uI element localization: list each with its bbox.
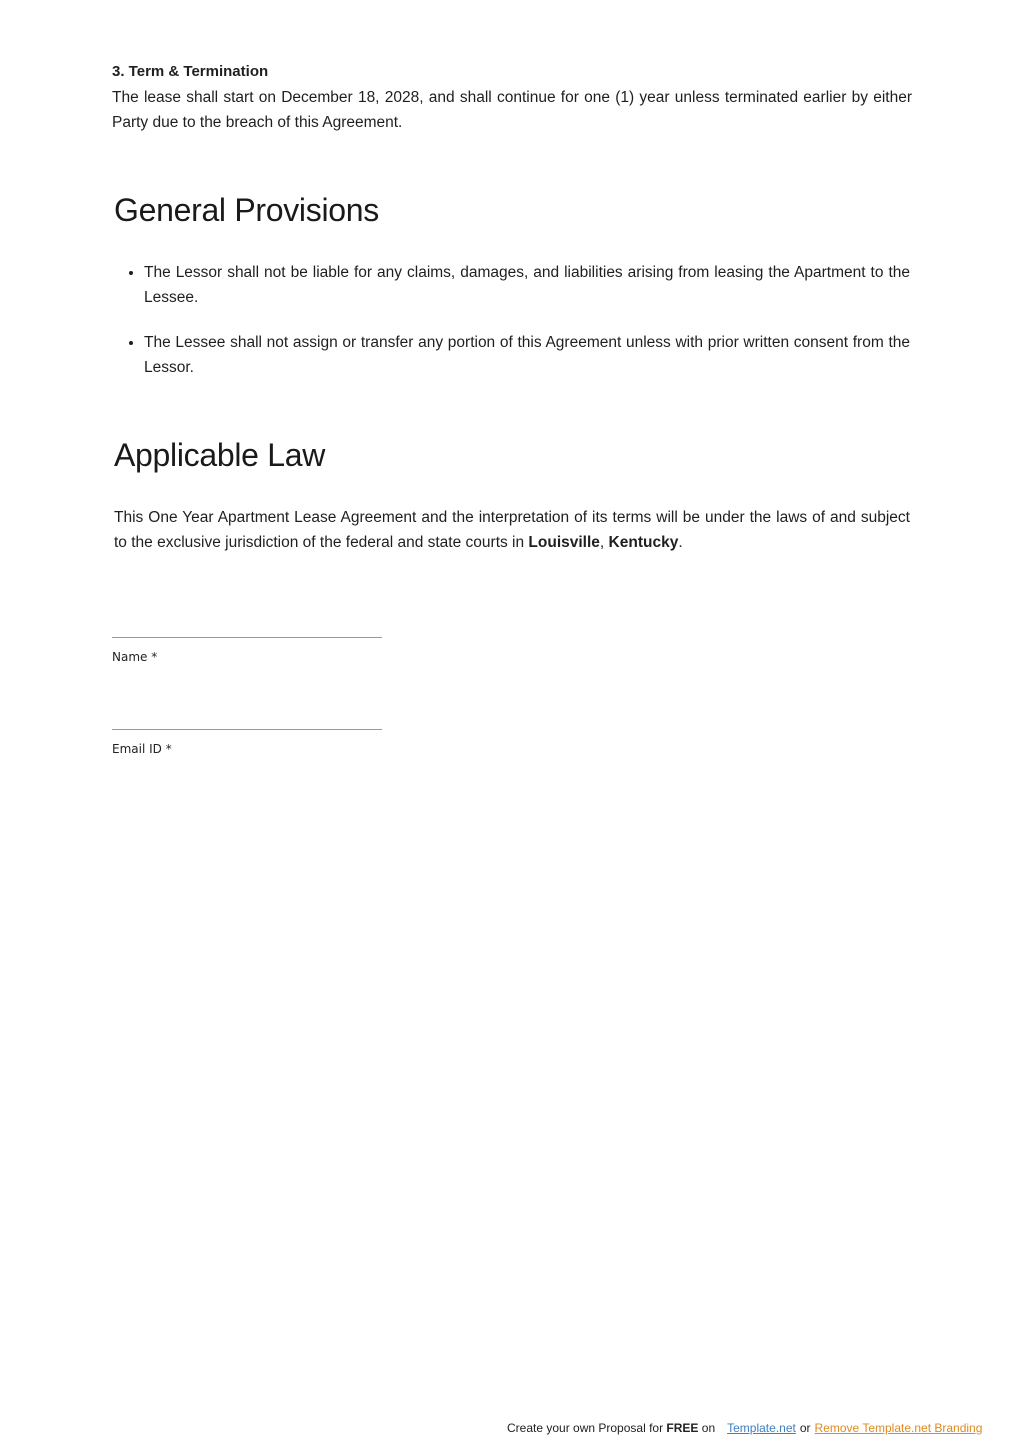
list-item: • The Lessee shall not assign or transfer any portion of this Agreement unless with prior written consent from the Lessor. <box>144 330 910 380</box>
email-signature-line[interactable] <box>112 729 382 730</box>
name-field-label: Name * <box>112 650 158 664</box>
term-termination-heading: 3. Term & Termination <box>112 63 269 80</box>
footer-or: or <box>799 1421 811 1435</box>
term-termination-text: The lease shall start on December 18, 2028, and shall continue for one (1) year unless terminated earlier by either Party due to the breach of this Agreement. <box>112 89 912 131</box>
general-provisions-list <box>112 260 910 400</box>
footer-prefix: Create your own Proposal for <box>507 1421 667 1435</box>
law-state: Kentucky <box>608 534 679 551</box>
law-city: Louisville <box>528 534 600 551</box>
footer-free: FREE <box>666 1421 699 1435</box>
template-net-link[interactable]: Template.net <box>727 1421 796 1435</box>
branding-footer <box>507 1420 982 1436</box>
remove-branding-link[interactable]: Remove Template.net Branding <box>814 1421 983 1435</box>
email-field-label: Email ID * <box>112 742 172 756</box>
law-text-body: This One Year Apartment Lease Agreement and the interpretation of its terms will be under the laws of and subject to the exclusive jurisdiction of the federal and state courts in <box>114 509 910 551</box>
footer-on: on <box>698 1421 716 1435</box>
law-separator: , <box>599 534 609 551</box>
general-provisions-heading: General Provisions <box>114 192 379 228</box>
applicable-law-heading: Applicable Law <box>114 437 326 473</box>
name-signature-line[interactable] <box>112 637 382 638</box>
law-period: . <box>678 534 683 551</box>
applicable-law-text <box>114 505 910 555</box>
list-item: • The Lessor shall not be liable for any claims, damages, and liabilities arising from leasing the Apartment to the Lessee. <box>144 260 910 310</box>
